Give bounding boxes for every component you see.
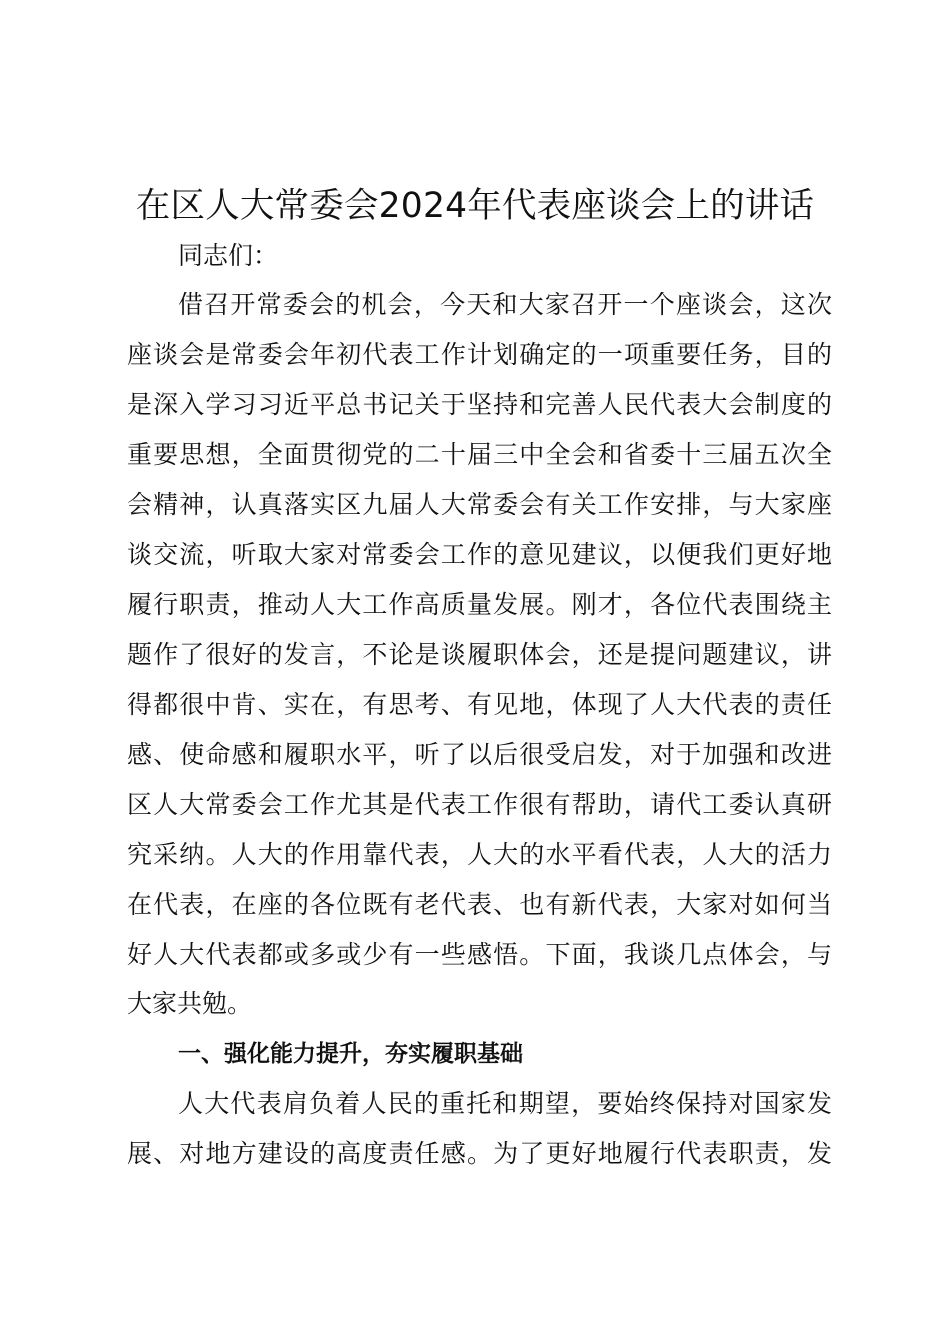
paragraph-line: 重要思想，全面贯彻党的二十届三中全会和省委十三届五次全 bbox=[127, 440, 832, 469]
paragraph-line: 好人大代表都或多或少有一些感悟。下面，我谈几点体会，与 bbox=[127, 940, 832, 969]
paragraph-line: 借召开常委会的机会，今天和大家召开一个座谈会，这次 bbox=[178, 290, 832, 319]
paragraph-line: 区人大常委会工作尤其是代表工作很有帮助，请代工委认真研 bbox=[127, 790, 832, 819]
paragraph-line: 座谈会是常委会年初代表工作计划确定的一项重要任务，目的 bbox=[127, 340, 832, 369]
paragraph-line: 谈交流，听取大家对常委会工作的意见建议，以便我们更好地 bbox=[127, 540, 832, 569]
section-heading-1: 一、强化能力提升，夯实履职基础 bbox=[178, 1041, 523, 1067]
paragraph-line: 是深入学习习近平总书记关于坚持和完善人民代表大会制度的 bbox=[127, 390, 832, 419]
paragraph-line: 展、对地方建设的高度责任感。为了更好地履行代表职责，发 bbox=[127, 1139, 832, 1168]
document-title: 在区人大常委会2024年代表座谈会上的讲话 bbox=[135, 186, 815, 226]
paragraph-line: 在代表，在座的各位既有老代表、也有新代表，大家对如何当 bbox=[127, 890, 832, 919]
paragraph-line: 履行职责，推动人大工作高质量发展。刚才，各位代表围绕主 bbox=[127, 590, 832, 619]
paragraph-line: 大家共勉。 bbox=[127, 989, 253, 1018]
salutation: 同志们： bbox=[178, 241, 279, 270]
paragraph-line: 题作了很好的发言，不论是谈履职体会，还是提问题建议，讲 bbox=[127, 640, 832, 669]
paragraph-line: 得都很中肯、实在，有思考、有见地，体现了人大代表的责任 bbox=[127, 690, 832, 719]
paragraph-line: 会精神，认真落实区九届人大常委会有关工作安排，与大家座 bbox=[127, 490, 832, 519]
paragraph-line: 究采纳。人大的作用靠代表，人大的水平看代表，人大的活力 bbox=[127, 840, 832, 869]
paragraph-line: 人大代表肩负着人民的重托和期望，要始终保持对国家发 bbox=[178, 1089, 832, 1118]
paragraph-line: 感、使命感和履职水平，听了以后很受启发，对于加强和改进 bbox=[127, 740, 832, 769]
